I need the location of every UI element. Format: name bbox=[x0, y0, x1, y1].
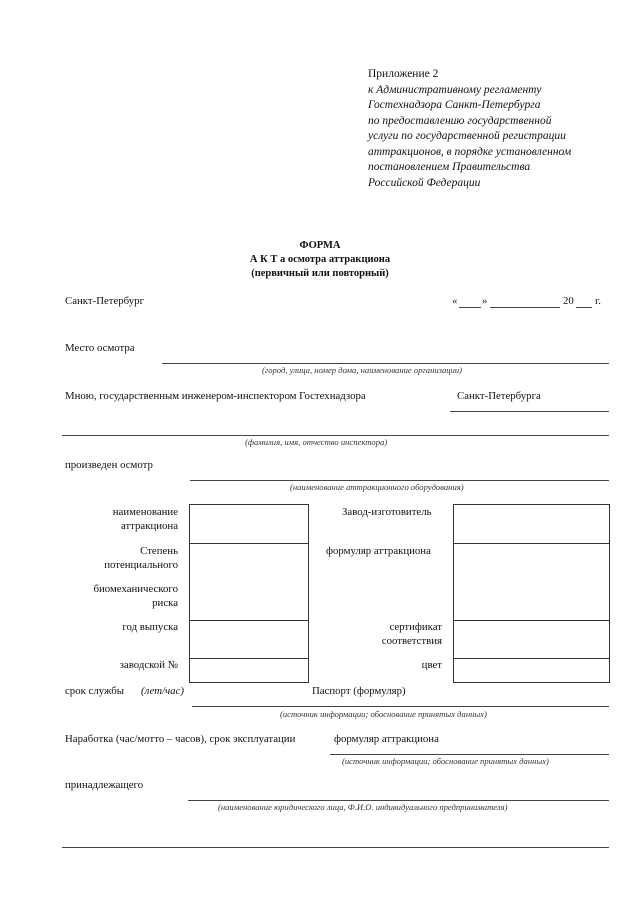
form-label: ФОРМА bbox=[299, 240, 341, 251]
service-field[interactable] bbox=[192, 706, 609, 707]
appendix-line: Гостехнадзора Санкт-Петербурга bbox=[368, 99, 541, 111]
service-note: (источник информации; обоснование принятых данных) bbox=[280, 709, 487, 719]
name-label: наименование bbox=[112, 506, 178, 518]
risk-label: риска bbox=[152, 597, 178, 609]
appendix-line: к Административному регламенту bbox=[368, 83, 542, 96]
color-input-box[interactable] bbox=[453, 658, 610, 683]
form-input-box[interactable] bbox=[453, 543, 610, 621]
inspector-label: Мною, государственным инженером-инспектором Гостехнадзора bbox=[65, 390, 366, 402]
bottom-line-field[interactable] bbox=[62, 847, 609, 848]
operating-label: Наработка (час/мотто – часов), срок эксплуатации bbox=[65, 733, 296, 745]
name-label: аттракциона bbox=[120, 520, 178, 532]
inspection-field[interactable] bbox=[190, 480, 609, 481]
date-close-quote: » bbox=[482, 295, 488, 307]
inspector-note: (фамилия, имя, отчество инспектора) bbox=[245, 437, 388, 447]
name-input-box[interactable] bbox=[189, 504, 309, 544]
year-label: год выпуска bbox=[122, 621, 178, 633]
inspector-city-underline bbox=[450, 411, 609, 412]
act-subtitle: (первичный или повторный) bbox=[251, 268, 389, 279]
place-label: Место осмотра bbox=[65, 342, 135, 354]
appendix-line: услуги по государственной регистрации bbox=[368, 130, 566, 142]
service-label: срок службы bbox=[65, 685, 125, 697]
appendix-line: по предоставлению государственной bbox=[368, 114, 552, 127]
cert-label: соответствия bbox=[381, 635, 442, 647]
risk-label: биомеханического bbox=[93, 583, 178, 595]
manufacturer-label: Завод-изготовитель bbox=[342, 506, 432, 518]
cert-label: сертификат bbox=[389, 621, 442, 633]
inspection-label: произведен осмотр bbox=[65, 459, 153, 471]
operating-note: (источник информации; обоснование принятых данных) bbox=[342, 756, 549, 766]
year-input-box[interactable] bbox=[189, 620, 309, 659]
owner-label: принадлежащего bbox=[65, 779, 144, 791]
color-label: цвет bbox=[421, 659, 442, 671]
owner-field[interactable] bbox=[188, 800, 609, 801]
operating-field[interactable] bbox=[330, 754, 609, 755]
owner-note: (наименование юридического лица, Ф.И.О. индивидуального предпринимателя) bbox=[218, 802, 508, 812]
risk-input-box[interactable] bbox=[189, 543, 309, 621]
service-unit: (лет/час) bbox=[141, 685, 184, 697]
appendix-title: Приложение 2 bbox=[368, 68, 439, 80]
appendix-line: аттракционов, в порядке установленном bbox=[368, 145, 572, 158]
serial-input-box[interactable] bbox=[189, 658, 309, 683]
date-year-prefix: 20 bbox=[563, 295, 574, 307]
appendix-block bbox=[368, 67, 571, 191]
date-day-field[interactable] bbox=[459, 307, 481, 308]
serial-label: заводской № bbox=[119, 659, 178, 671]
inspection-note: (наименование аттракционного оборудования) bbox=[290, 482, 464, 492]
appendix-line: постановлением Правительства bbox=[368, 161, 531, 173]
inspector-name-field[interactable] bbox=[62, 435, 609, 436]
date-open-quote: « bbox=[452, 295, 458, 307]
form-doc-label: формуляр аттракциона bbox=[326, 545, 431, 557]
date-year-suffix: г. bbox=[595, 295, 601, 307]
city-label: Санкт-Петербург bbox=[65, 295, 144, 307]
act-title: А К Т а осмотра аттракциона bbox=[249, 254, 391, 265]
place-field[interactable] bbox=[162, 363, 609, 364]
passport-label: Паспорт (формуляр) bbox=[312, 685, 406, 697]
manufacturer-input-box[interactable] bbox=[453, 504, 610, 544]
risk-label: Степень bbox=[140, 545, 178, 557]
operating-source: формуляр аттракциона bbox=[334, 733, 439, 745]
date-month-field[interactable] bbox=[490, 307, 560, 308]
date-year-field[interactable] bbox=[576, 307, 592, 308]
cert-input-box[interactable] bbox=[453, 620, 610, 659]
place-note: (город, улица, номер дома, наименование организации) bbox=[262, 365, 463, 375]
appendix-line: Российской Федерации bbox=[368, 176, 481, 189]
inspector-city: Санкт-Петербурга bbox=[457, 390, 541, 402]
risk-label: потенциального bbox=[104, 559, 178, 571]
